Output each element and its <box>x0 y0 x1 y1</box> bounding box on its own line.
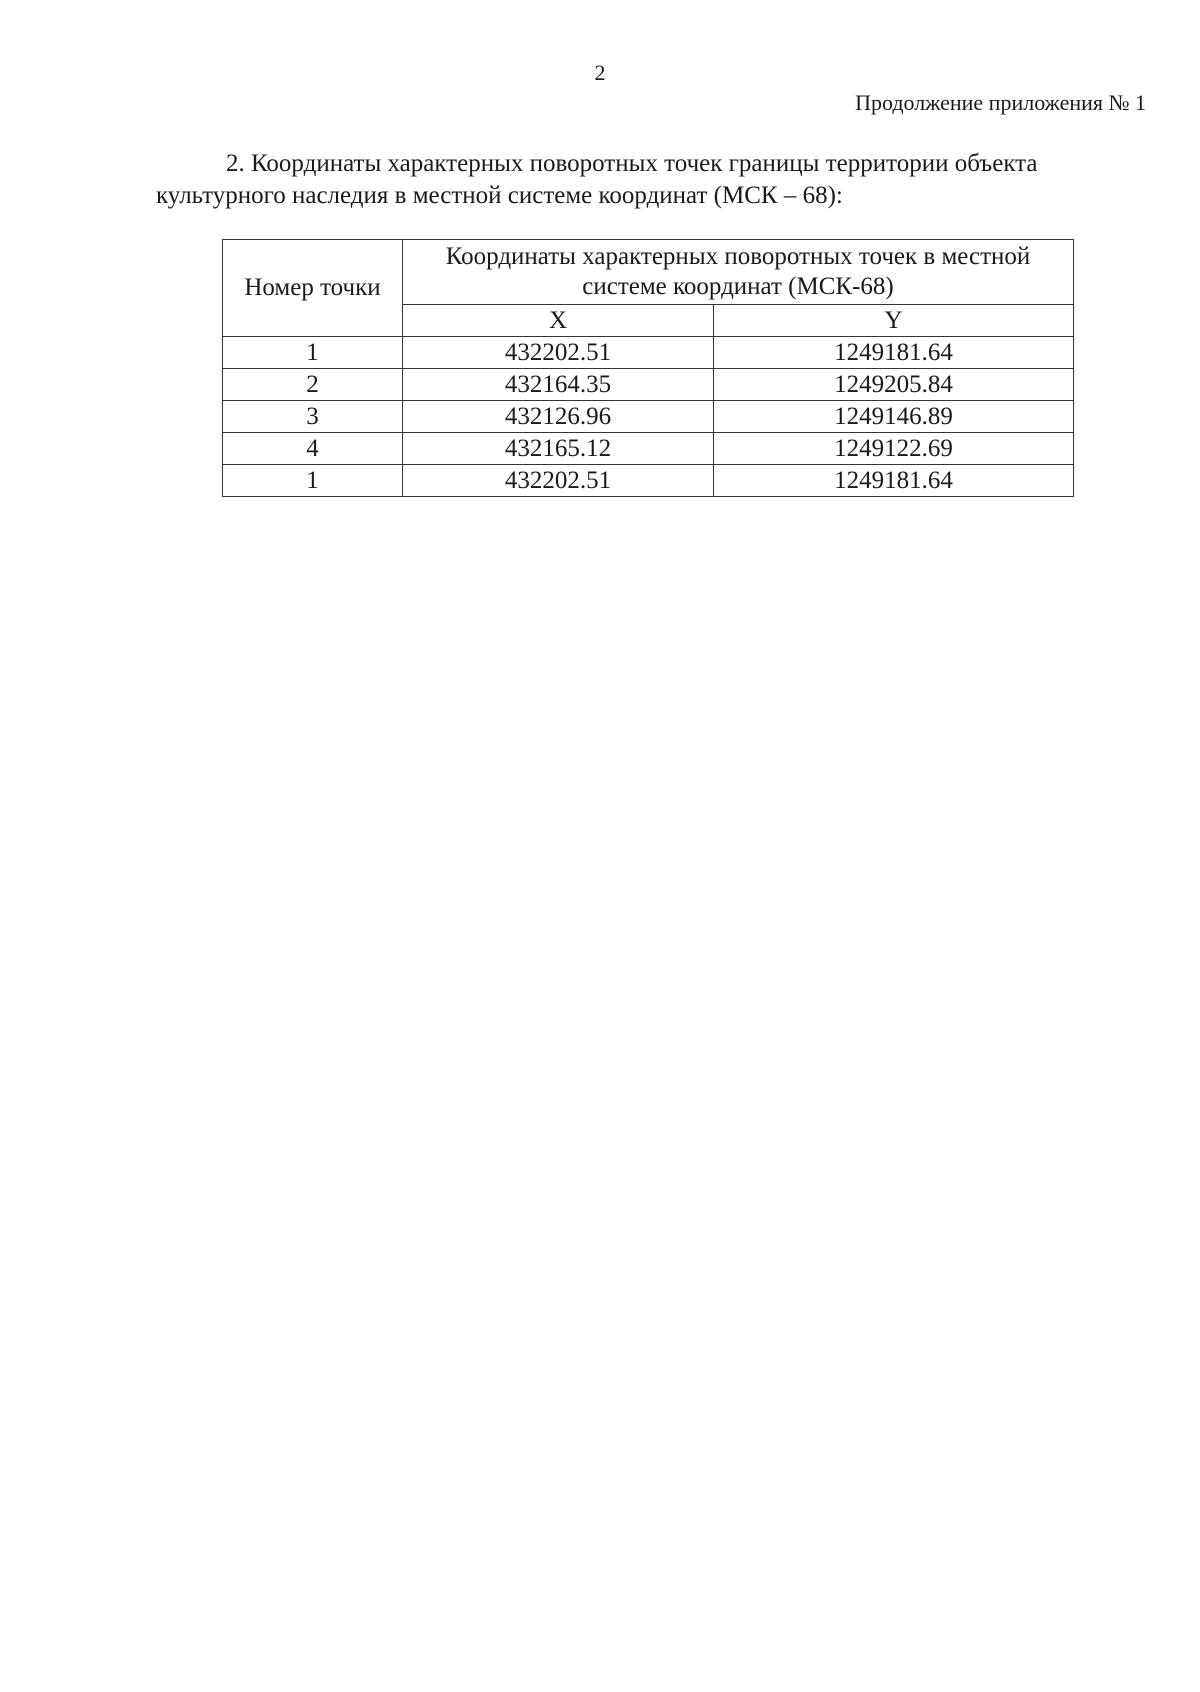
intro-paragraph <box>156 148 1146 212</box>
cell-point-number: 4 <box>223 433 403 465</box>
table-row <box>223 401 1074 433</box>
table-row <box>223 433 1074 465</box>
cell-point-number: 1 <box>223 337 403 369</box>
header-x: X <box>403 305 714 337</box>
cell-y: 1249181.64 <box>714 465 1074 497</box>
coordinates-table <box>222 239 1074 497</box>
cell-x: 432165.12 <box>403 433 714 465</box>
page-number: 2 <box>594 60 606 85</box>
header-coordinates-group: Координаты характерных поворотных точек в местной системе координат (МСК-68) <box>403 240 1074 305</box>
appendix-note: Продолжение приложения № 1 <box>855 90 1146 115</box>
table-header-row <box>223 240 1074 305</box>
cell-y: 1249181.64 <box>714 337 1074 369</box>
header-point-number: Номер точки <box>223 240 403 337</box>
cell-y: 1249146.89 <box>714 401 1074 433</box>
cell-x: 432202.51 <box>403 337 714 369</box>
table-row <box>223 369 1074 401</box>
cell-point-number: 1 <box>223 465 403 497</box>
cell-y: 1249122.69 <box>714 433 1074 465</box>
intro-text: 2. Координаты характерных поворотных точек границы территории объекта культурного наследия в местной системе координат (МСК – 68): <box>156 150 1038 209</box>
cell-x: 432126.96 <box>403 401 714 433</box>
table-row <box>223 465 1074 497</box>
table-row <box>223 337 1074 369</box>
header-y: Y <box>714 305 1074 337</box>
cell-x: 432202.51 <box>403 465 714 497</box>
cell-point-number: 2 <box>223 369 403 401</box>
cell-point-number: 3 <box>223 401 403 433</box>
cell-x: 432164.35 <box>403 369 714 401</box>
cell-y: 1249205.84 <box>714 369 1074 401</box>
